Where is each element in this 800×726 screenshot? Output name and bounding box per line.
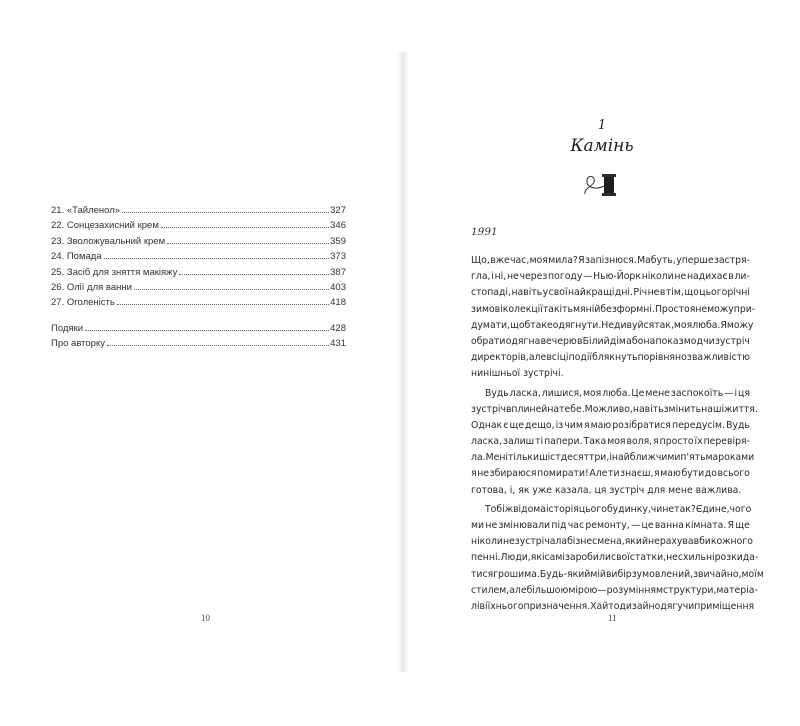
thread-spool-icon xyxy=(582,166,622,202)
text-line: тися грошима. Будь-який мій вибір зумовлений, звичайно, моїм xyxy=(471,568,764,580)
text-line: думати, що б таке одягнути. Не дивуйся так, моя люба. Я можу xyxy=(471,319,754,331)
text-line: ласка, залиш ті папери. Така моя воля, я просто їх перевіря- xyxy=(471,436,750,448)
chapter-title: Камінь xyxy=(570,136,634,156)
text-line: нинішньої зустрічі. xyxy=(471,368,564,380)
year-heading: 1991 xyxy=(471,226,498,238)
text-line: Однак є ще дещо, із чим я маю розібратися передусім. Вудь xyxy=(471,419,750,431)
text-line: стилем, але більшою мірою — розумінням структури, матеріа- xyxy=(471,584,758,596)
text-line: пенні. Люди, які самі заробили свої статки, не схильні розкида- xyxy=(471,552,759,564)
text-line: готова, і, як уже казала, ця зустріч для мене важлива. xyxy=(471,484,742,496)
text-line: зимові колекції такі тьмяні й безформні. Просто я не можу при- xyxy=(471,303,756,315)
text-line: я не збираюся помирати! Але ти знаєш, я маю бути до всього xyxy=(471,468,750,480)
toc-entry-about-author[interactable]: Про авторку 431 xyxy=(51,338,346,350)
text-line: лів і їхнього призначення. Хай то дизайн одягу чи приміщення xyxy=(471,600,755,612)
toc-entry-acknowledgements[interactable]: Подяки 428 xyxy=(51,322,346,334)
toc-entry[interactable]: 26. Олії для ванни 403 xyxy=(51,281,346,293)
page-number-left: 10 xyxy=(201,613,210,623)
toc-entry[interactable]: 25. Засіб для зняття макіяжу 387 xyxy=(51,266,346,278)
chapter-number: 1 xyxy=(597,118,607,133)
text-line: Тобі ж відома історія цього будинку, чи не так? Єдине, чого xyxy=(485,503,752,515)
page-number-right: 11 xyxy=(608,613,617,623)
table-of-contents xyxy=(51,205,346,354)
toc-entry[interactable]: 23. Зволожувальний крем 359 xyxy=(51,235,346,247)
text-line: зустріч вплине й на тебе. Можливо, навіть змінить наші життя. xyxy=(471,403,758,415)
chapter-body-text xyxy=(471,255,764,617)
toc-entry[interactable]: 24. Помада 373 xyxy=(51,251,346,263)
text-line: директорів, але всі ці події блякнуть порівняно з важливістю xyxy=(471,352,750,364)
text-line: Вудь ласка, лишися, моя люба. Це мене заспокоїть — і ця xyxy=(485,387,750,399)
text-line: ніколи не зустрічала бізнесмена, який не рахував би кожного xyxy=(471,536,753,548)
text-line: обрати одяг на вечерю в Білий дім або на показ мод чи зустріч xyxy=(471,335,750,347)
toc-entry[interactable]: 27. Оголеність 418 xyxy=(51,297,346,309)
left-page xyxy=(8,52,398,672)
text-line: гла, і ні, не через погоду — Нью-Йорк ніколи не надихає в ли- xyxy=(471,271,750,283)
text-line: ла. Мені тільки шістдесят три, і найближчими п'ятьма роками xyxy=(471,452,755,464)
text-line: ми не змінювали під час ремонту, — це ванна кімната. Я ще xyxy=(471,520,750,531)
toc-entry[interactable]: 22. Сонцезахисний крем 346 xyxy=(51,220,346,232)
text-line: стопаді, навіть у свої найкращі дні. Річ не в тім, що цьогорічні xyxy=(471,287,750,299)
toc-entry[interactable]: 21. «Тайленол» 327 xyxy=(51,205,346,216)
text-line: Що, вже час, моя мила? Я запізнюся. Мабуть, уперше застря- xyxy=(471,255,750,266)
